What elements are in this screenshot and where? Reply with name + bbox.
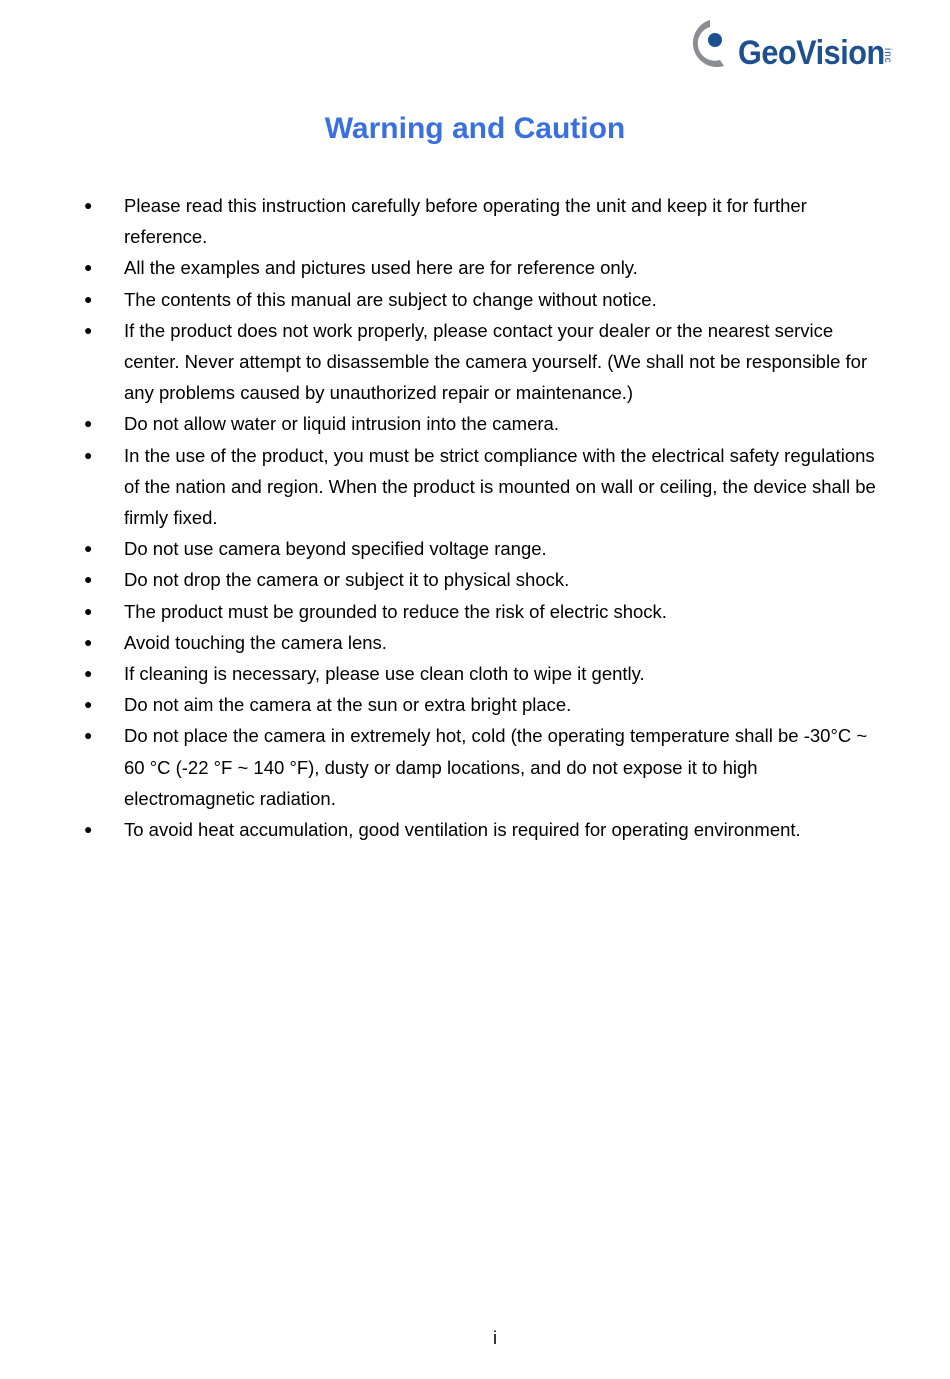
list-item-text: Do not allow water or liquid intrusion into the camera. <box>124 413 559 435</box>
list-item <box>84 408 884 439</box>
list-item <box>84 689 884 720</box>
bullet-icon: ● <box>84 259 93 276</box>
list-item-text: To avoid heat accumulation, good ventilation is required for operating environment. <box>124 819 801 841</box>
bullet-icon: ● <box>84 633 93 650</box>
list-item <box>84 564 884 595</box>
list-item-text: If cleaning is necessary, please use clean cloth to wipe it gently. <box>124 663 645 685</box>
list-item <box>84 190 884 252</box>
list-item <box>84 658 884 689</box>
list-item-text: In the use of the product, you must be strict compliance with the electrical safety regulations of the nation and region. When the product is mounted on wall or ceiling, the device shall be firmly fixed. <box>124 444 876 529</box>
bullet-icon: ● <box>84 571 93 588</box>
logo-wordmark: GeoVision <box>738 34 885 72</box>
bullet-icon: ● <box>84 602 93 619</box>
list-item <box>84 627 884 658</box>
bullet-icon: ● <box>84 540 93 557</box>
list-item-text: If the product does not work properly, please contact your dealer or the nearest service center. Never attempt to disassemble the camera yourself. (We shall not be responsible for any problems caused by unauthorized repair or maintenance.) <box>124 319 868 404</box>
bullet-icon: ● <box>84 727 93 744</box>
bullet-icon: ● <box>84 290 93 307</box>
logo-inc-suffix: inc <box>882 48 893 64</box>
geovision-swoosh-logo-icon <box>682 16 738 74</box>
geovision-logo <box>682 16 914 76</box>
bullet-icon: ● <box>84 821 93 838</box>
list-item-text: Do not drop the camera or subject it to physical shock. <box>124 569 570 591</box>
list-item-text: Do not use camera beyond specified voltage range. <box>124 538 547 560</box>
bullet-icon: ● <box>84 665 93 682</box>
list-item <box>84 596 884 627</box>
warning-list <box>84 190 884 845</box>
list-item <box>84 720 884 814</box>
bullet-icon: ● <box>84 197 93 213</box>
bullet-icon: ● <box>84 321 93 338</box>
list-item-text: The product must be grounded to reduce the risk of electric shock. <box>124 600 667 622</box>
list-item <box>84 533 884 564</box>
list-item <box>84 440 884 534</box>
list-item <box>84 814 884 845</box>
list-item <box>84 284 884 315</box>
list-item-text: Avoid touching the camera lens. <box>124 631 387 653</box>
page-title: Warning and Caution <box>324 112 626 145</box>
list-item-text: Please read this instruction carefully before operating the unit and keep it for further reference. <box>124 195 807 248</box>
bullet-icon: ● <box>84 415 93 432</box>
list-item <box>84 252 884 283</box>
page-number: i <box>493 1328 497 1348</box>
list-item-text: Do not place the camera in extremely hot, cold (the operating temperature shall be -30°C ~ 60 °C (-22 °F ~ 140 °F), dusty or damp locations, and do not expose it to high electromagnetic radiation. <box>124 725 868 809</box>
list-item <box>84 315 884 409</box>
bullet-icon: ● <box>84 446 93 463</box>
list-item-text: Do not aim the camera at the sun or extra bright place. <box>124 694 572 716</box>
list-item-text: All the examples and pictures used here are for reference only. <box>124 257 638 279</box>
bullet-icon: ● <box>84 696 93 713</box>
list-item-text: The contents of this manual are subject to change without notice. <box>124 288 657 310</box>
